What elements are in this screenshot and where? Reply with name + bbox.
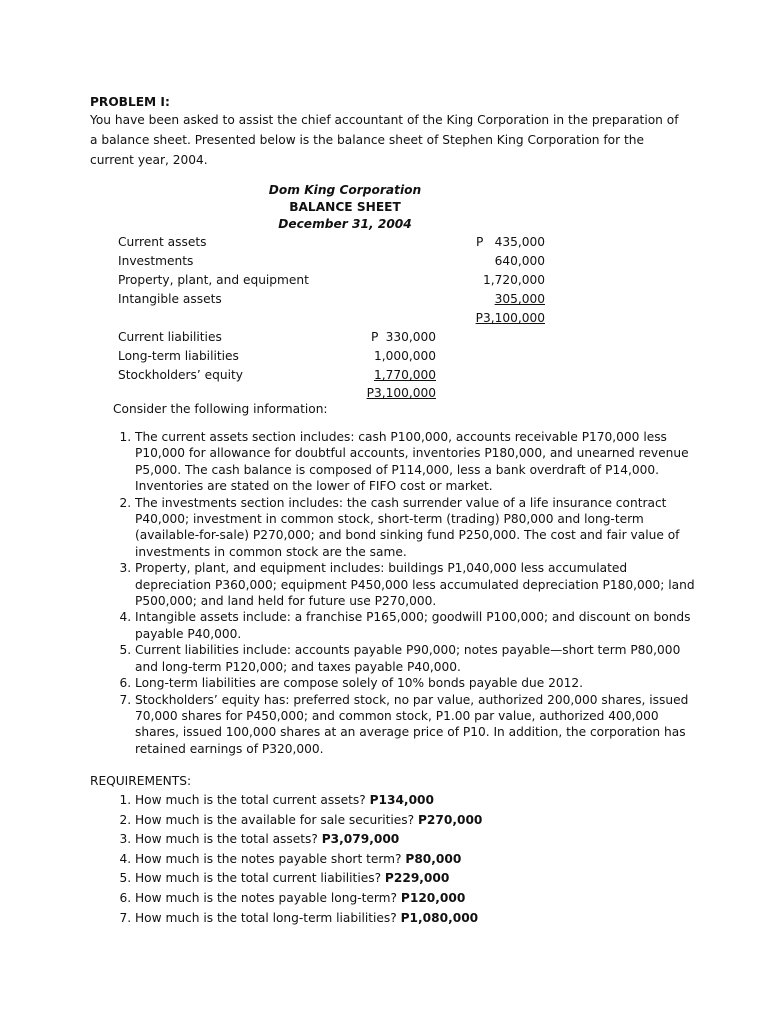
information-item: 6. Long-term liabilities are compose solely of 10% bonds payable due 2012.: [135, 675, 700, 691]
asset-label: Intangible assets: [118, 292, 222, 306]
information-item: 3. Property, plant, and equipment includes: buildings P1,040,000 less accumulated depreciation P360,000; equipment P450,000 less accumulated depreciation P180,000; land P500,000; and land held for future use P270,000.: [135, 560, 700, 609]
requirement-question: How much is the notes payable short term?: [135, 851, 402, 866]
information-item: 1. The current assets section includes: cash P100,000, accounts receivable P170,000 less P10,000 for allowance for doubtful accounts, inventories P180,000, and unearned revenue P5,000. The cash balance is composed of P114,000, less a bank overdraft of P14,000. Inventories are stated on the lower of FIFO cost or market.: [135, 429, 700, 495]
problem-title: PROBLEM I:: [90, 95, 170, 109]
requirement-item: [135, 850, 695, 870]
requirement-answer: P120,000: [400, 890, 466, 905]
currency-prefix: P: [371, 330, 379, 344]
requirement-question: How much is the available for sale securities?: [135, 812, 415, 827]
statement-title: BALANCE SHEET: [289, 200, 401, 214]
information-item: 7. Stockholders’ equity has: preferred stock, no par value, authorized 200,000 shares, issued 70,000 shares for P450,000; and common stock, P1.00 par value, authorized 400,000 shares, issued 100,000 shares at an average price of P10. In addition, the corporation has retained earnings of P320,000.: [135, 692, 700, 758]
requirement-question: How much is the total current liabilities?: [135, 871, 382, 886]
information-list: [110, 429, 700, 757]
requirement-question: How much is the total current assets?: [135, 793, 366, 807]
asset-label: Property, plant, and equipment: [118, 273, 309, 287]
requirements-title: REQUIREMENTS:: [90, 774, 192, 788]
asset-label: Current assets: [118, 235, 207, 249]
asset-amount: 305,000: [494, 292, 545, 306]
information-item: 2. The investments section includes: the cash surrender value of a life insurance contract P40,000; investment in common stock, short-term (trading) P80,000 and long-term (available-for-sale) P270,000; and bond sinking fund P250,000. The cost and fair value of investments in common stock are the same.: [135, 495, 700, 561]
requirement-answer: P270,000: [417, 812, 483, 827]
liability-amount: 1,770,000: [373, 368, 436, 382]
requirement-item: [135, 811, 695, 831]
requirement-answer: P80,000: [405, 851, 462, 866]
liabilities-total: P3,100,000: [366, 386, 436, 400]
asset-amount: 435,000: [494, 235, 545, 249]
requirement-question: How much is the total assets?: [135, 832, 318, 847]
company-name: Dom King Corporation: [268, 183, 422, 197]
assets-total: P3,100,000: [475, 311, 545, 325]
liability-label: Stockholders’ equity: [118, 368, 243, 382]
liability-amount: 1,000,000: [373, 349, 436, 363]
asset-amount: 640,000: [494, 254, 545, 268]
requirement-item: [135, 830, 695, 850]
requirement-answer: P229,000: [384, 871, 450, 886]
liability-amount: 330,000: [385, 330, 436, 344]
problem-intro: You have been asked to assist the chief accountant of the King Corporation in the preparation of a balance sheet. Presented below is the balance sheet of Stephen King Corporation for the current year, 2004.: [90, 113, 679, 167]
statement-date: December 31, 2004: [278, 217, 412, 231]
currency-prefix: P: [476, 235, 484, 249]
requirements-list: [110, 791, 695, 928]
information-item: 4. Intangible assets include: a franchise P165,000; goodwill P100,000; and discount on bonds payable P40,000.: [135, 609, 700, 642]
requirement-answer: P1,080,000: [400, 910, 479, 925]
consider-heading: Consider the following information:: [113, 402, 328, 416]
requirement-item: [135, 869, 695, 889]
liability-label: Current liabilities: [118, 330, 222, 344]
liability-label: Long-term liabilities: [118, 349, 239, 363]
requirement-question: How much is the total long-term liabilities?: [135, 910, 397, 925]
requirement-item: [135, 791, 695, 811]
requirement-item: [135, 889, 695, 909]
information-item: 5. Current liabilities include: accounts payable P90,000; notes payable—short term P80,000 and long-term P120,000; and taxes payable P40,000.: [135, 642, 700, 675]
requirement-question: How much is the notes payable long-term?: [135, 890, 398, 905]
requirement-answer: P134,000: [369, 793, 435, 807]
asset-label: Investments: [118, 254, 194, 268]
requirement-answer: P3,079,000: [321, 832, 400, 847]
asset-amount: 1,720,000: [482, 273, 545, 287]
requirement-item: [135, 909, 695, 929]
